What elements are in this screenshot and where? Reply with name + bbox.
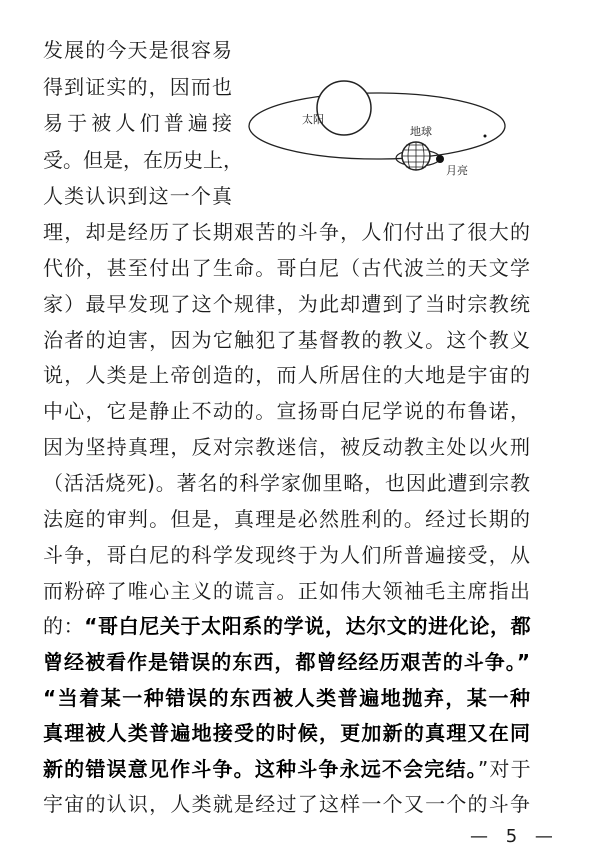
quote-line: 曾经被看作是错误的东西，都曾经经历艰苦的斗争。” [43,650,530,674]
earth-label: 地球 [410,125,432,138]
moon-dot [436,155,444,163]
text-line: 法庭的审判。但是，真理是必然胜利的。经过长期的 [43,507,530,531]
text-line: （活活烧死)。著名的科学家伽里略，也因此遭到宗教 [43,471,530,495]
page-number: — 5 — [470,826,559,847]
quote-line [43,608,530,644]
text-line: 人类认识到这一个真 [43,184,232,208]
earth-globe-icon [402,142,430,170]
sun-circle [317,81,371,135]
text-line: 理，却是经历了长期艰苦的斗争，人们付出了很大的 [43,220,530,244]
text-line: 宇宙的认识，人类就是经过了这样一个又一个的斗争 [43,792,530,816]
solar-system-diagram [240,70,520,190]
moon-label: 月亮 [446,164,468,177]
quote-tail: ”对于 [477,757,531,781]
quote-line: “当着某一种错误的东西被人类普遍地抛弃，某一种 [43,686,530,710]
text-line: 发展的今天是很容易 [43,38,232,62]
orbit-ellipse [249,93,505,159]
quote-line: 真理被人类普遍地接受的时候，更加新的真理又在同 [43,721,530,745]
quote-text: 新的错误意见作斗争。这种斗争永远不会完结。 [43,757,478,781]
text-line: 家）最早发现了这个规律，为此却遭到了当时宗教统 [43,292,530,316]
quote-line [43,751,530,787]
text-line: 得到证实的，因而也 [43,75,232,99]
sun-label: 太阳 [302,113,324,126]
text-line: 受。但是，在历史上， [43,148,243,172]
quote-lead: 的： [43,614,85,638]
text-line: 代价，甚至付出了生命。哥白尼（古代波兰的天文学 [43,256,530,280]
text-line: 斗争，哥白尼的科学发现终于为人们所普遍接受，从 [43,543,530,567]
text-line: 中心，它是静止不动的。宣扬哥白尼学说的布鲁诺， [43,399,530,423]
text-line: 治者的迫害，因为它触犯了基督教的教义。这个教义 [43,328,530,352]
text-line: 而粉碎了唯心主义的谎言。正如伟大领袖毛主席指出 [43,579,530,603]
text-line: 易于被人们普遍接 [43,111,232,135]
text-line: 因为坚持真理，反对宗教迷信，被反动教主处以火刑 [43,435,530,459]
quote-text: “哥白尼关于太阳系的学说，达尔文的进化论，都 [84,614,530,638]
text-line: 说，人类是上帝创造的，而人所居住的大地是宇宙的 [43,363,530,387]
